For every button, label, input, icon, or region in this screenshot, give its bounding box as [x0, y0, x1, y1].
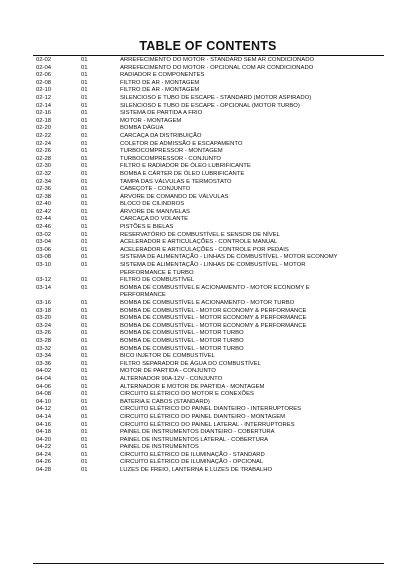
toc-volume: 01: [81, 375, 88, 382]
toc-code: 02-26: [36, 148, 52, 155]
toc-description: ÁRVORE DE COMANDO DE VÁLVULAS: [120, 193, 229, 200]
toc-row: [36, 262, 384, 277]
toc-volume: 01: [81, 125, 88, 132]
toc-description: TURBOCOMPRESSOR - MONTAGEM: [120, 148, 223, 155]
toc-description: BOMBA DE COMBUSTÍVEL - MOTOR ECONOMY & PERFORMANCE: [120, 307, 307, 314]
toc-description: BICO INJETOR DE COMBUSTÍVEL: [120, 353, 215, 360]
toc-code: 04-02: [36, 368, 52, 375]
toc-code: 02-20: [36, 125, 52, 132]
toc-code: 04-18: [36, 429, 52, 436]
toc-description: PAINEL DE INSTRUMENTOS LATERAL - COBERTURA: [120, 436, 269, 443]
toc-volume: 01: [81, 360, 88, 367]
toc-code: 03-24: [36, 322, 52, 329]
toc-code: 03-14: [36, 284, 52, 291]
toc-description: BOMBA E CÁRTER DE ÓLEO LUBRIFICANTE: [120, 170, 245, 177]
toc-volume: 01: [81, 459, 88, 466]
toc-code: 03-28: [36, 337, 52, 344]
toc-volume: 01: [81, 216, 88, 223]
toc-description: ARREFECIMENTO DO MOTOR - STANDARD SEM AR CONDICIONADO: [120, 57, 315, 63]
toc-volume: 01: [81, 208, 88, 215]
toc-description: FILTRO DE AR - MONTAGEM: [120, 79, 200, 86]
toc-code: 04-16: [36, 421, 52, 428]
toc-description: FILTRO DE AR - MONTAGEM: [120, 87, 200, 94]
bottom-rule: [33, 563, 384, 564]
toc-description: SISTEMA DE ALIMENTAÇÃO - LINHAS DE COMBUSTÍVEL - MOTOR ECONOMY: [120, 254, 338, 261]
toc-volume: 01: [81, 102, 88, 109]
toc-code: 03-02: [36, 231, 52, 238]
toc-volume: 01: [81, 57, 88, 63]
toc-volume: 01: [81, 246, 88, 253]
toc-volume: 01: [81, 345, 88, 352]
toc-code: 04-20: [36, 436, 52, 443]
toc-row: [36, 444, 384, 452]
toc-row: [36, 201, 384, 209]
toc-description: CIRCUITO ELÉTRICO DE ILUMINAÇÃO - OPCIONAL: [120, 459, 264, 466]
toc-volume: 01: [81, 110, 88, 117]
toc-code: 02-18: [36, 117, 52, 124]
toc-description: BOMBA DE COMBUSTÍVEL - MOTOR TURBO: [120, 345, 244, 352]
toc-code: 02-28: [36, 155, 52, 162]
toc-volume: 01: [81, 406, 88, 413]
toc-volume: 01: [81, 353, 88, 360]
toc-volume: 01: [81, 322, 88, 329]
toc-volume: 01: [81, 284, 88, 291]
toc-description: TAMPA DAS VÁLVULAS E TERMOSTATO: [120, 178, 232, 185]
toc-volume: 01: [81, 467, 88, 474]
toc-row: [36, 186, 384, 194]
toc-row: [36, 406, 384, 414]
toc-code: 02-42: [36, 208, 52, 215]
toc-row: [36, 277, 384, 285]
toc-description: SILENCIOSO E TUBO DE ESCAPE - OPCIONAL (MOTOR TURBO): [120, 102, 300, 109]
toc-code: 03-10: [36, 262, 52, 269]
toc-volume: 01: [81, 64, 88, 71]
toc-volume: 01: [81, 277, 88, 284]
toc-description: ALTERNADOR 90A-12V - CONJUNTO: [120, 375, 223, 382]
toc-row: [36, 125, 384, 133]
toc-code: 03-36: [36, 360, 52, 367]
toc-code: 02-08: [36, 79, 52, 86]
toc-description: ACELERADOR E ARTICULAÇÕES - CONTROLE MANUAL: [120, 239, 278, 246]
toc-description: BOMBA DE COMBUSTÍVEL E ACIONAMENTO - MOTOR TURBO: [120, 300, 295, 306]
toc-volume: 01: [81, 117, 88, 124]
toc-description: FILTRO SEPARADOR DE ÁGUA DO COMBUSTÍVEL: [120, 360, 261, 367]
toc-volume: 01: [81, 224, 88, 231]
toc-description: BATERIA E CABOS (STANDARD): [120, 398, 210, 405]
toc-volume: 01: [81, 436, 88, 443]
toc-volume: 01: [81, 330, 88, 337]
toc-row: [36, 171, 384, 179]
toc-row: [36, 459, 384, 467]
toc-code: 02-12: [36, 94, 52, 101]
toc-code: 02-22: [36, 132, 52, 139]
toc-code: 02-44: [36, 216, 52, 223]
toc-volume: 01: [81, 429, 88, 436]
toc-volume: 01: [81, 451, 88, 458]
toc-code: 02-06: [36, 72, 52, 79]
toc-row: [36, 384, 384, 392]
toc-row: [36, 422, 384, 430]
toc-volume: 01: [81, 193, 88, 200]
toc-code: 02-16: [36, 110, 52, 117]
toc-code: 02-02: [36, 57, 52, 63]
toc-description: BOMBA DE COMBUSTÍVEL - MOTOR ECONOMY & PERFORMANCE: [120, 322, 307, 329]
toc-description: PISTÕES E BIELAS: [120, 224, 174, 231]
toc-volume: 01: [81, 300, 88, 306]
toc-code: 03-34: [36, 353, 52, 360]
toc-code: 04-28: [36, 467, 52, 474]
toc-code: 02-32: [36, 170, 52, 177]
toc-description: LUZES DE FREIO, LANTERNA E LUZES DE TRABALHO: [120, 467, 273, 474]
toc-volume: 01: [81, 140, 88, 147]
toc-volume: 01: [81, 87, 88, 94]
toc-code: 03-08: [36, 254, 52, 261]
toc-row: [36, 437, 384, 445]
toc-description: BOMBA DE COMBUSTÍVEL - MOTOR ECONOMY & PERFORMANCE: [120, 315, 307, 322]
toc-row: [36, 133, 384, 141]
toc-volume: 01: [81, 398, 88, 405]
toc-row: [36, 330, 384, 338]
toc-code: 03-20: [36, 315, 52, 322]
toc-code: 03-26: [36, 330, 52, 337]
toc-description: CARCAÇA DO VOLANTE: [120, 216, 189, 223]
toc-code: 04-22: [36, 444, 52, 451]
toc-volume: 01: [81, 421, 88, 428]
toc-volume: 01: [81, 72, 88, 79]
toc-volume: 01: [81, 178, 88, 185]
toc-description: MOTOR - MONTAGEM: [120, 117, 182, 124]
top-rule: [33, 55, 384, 56]
toc-volume: 01: [81, 337, 88, 344]
toc-code: 04-08: [36, 391, 52, 398]
toc-row: [36, 194, 384, 202]
toc-volume: 01: [81, 94, 88, 101]
toc-code: 02-34: [36, 178, 52, 185]
toc-volume: 01: [81, 391, 88, 398]
toc-volume: 01: [81, 79, 88, 86]
toc-description: ARREFECIMENTO DO MOTOR - OPCIONAL COM AR CONDICIONADO: [120, 64, 314, 71]
toc-row: [36, 254, 384, 262]
toc-code: 03-12: [36, 277, 52, 284]
toc-row: [36, 391, 384, 399]
toc-row: [36, 95, 384, 103]
toc-volume: 01: [81, 262, 88, 269]
toc-description: BOMBA DÁGUA: [120, 125, 164, 132]
toc-row: [36, 368, 384, 376]
toc-description: MOTOR DE PARTIDA - CONJUNTO: [120, 368, 216, 375]
toc-row: [36, 315, 384, 323]
toc-description: CIRCUITO ELÉTRICO DO PAINEL LATERAL - INTERRUPTORES: [120, 421, 295, 428]
toc-volume: 01: [81, 307, 88, 314]
toc-row: [36, 163, 384, 171]
toc-description: ÁRVORE DE MANIVELAS: [120, 208, 190, 215]
toc-description: BOMBA DE COMBUSTÍVEL E ACIONAMENTO - MOTOR ECONOMY E PERFORMANCE: [120, 284, 310, 299]
toc-row: [36, 338, 384, 346]
toc-description: SISTEMA DE PARTIDA A FRIO: [120, 110, 203, 117]
toc-code: 02-36: [36, 186, 52, 193]
toc-code: 02-40: [36, 201, 52, 208]
toc-code: 04-04: [36, 375, 52, 382]
toc-row: [36, 141, 384, 149]
toc-row: [36, 72, 384, 80]
toc-volume: 01: [81, 163, 88, 170]
toc-row: [36, 414, 384, 422]
toc-volume: 01: [81, 201, 88, 208]
toc-code: 02-24: [36, 140, 52, 147]
toc-volume: 01: [81, 231, 88, 238]
toc-description: COLETOR DE ADMISSÃO E ESCAPAMENTO: [120, 140, 243, 147]
toc-code: 02-10: [36, 87, 52, 94]
toc-description: SISTEMA DE ALIMENTAÇÃO - LINHAS DE COMBUSTÍVEL - MOTOR PERFORMANCE E TURBO: [120, 262, 306, 276]
toc-code: 04-10: [36, 398, 52, 405]
toc-description: RADIADOR E COMPONENTES: [120, 72, 205, 79]
toc-code: 04-24: [36, 451, 52, 458]
toc-code: 03-18: [36, 307, 52, 314]
toc-volume: 01: [81, 239, 88, 246]
toc-description: ALTERNADOR E MOTOR DE PARTIDA - MONTAGEM: [120, 383, 265, 390]
toc-row: [36, 57, 384, 65]
toc-code: 04-14: [36, 413, 52, 420]
toc-code: 02-38: [36, 193, 52, 200]
toc-row: [36, 209, 384, 217]
toc-description: BOMBA DE COMBUSTÍVEL - MOTOR TURBO: [120, 330, 244, 337]
toc-description: CIRCUITO ELÉTRICO DO PAINEL DIANTEIRO - INTERRUPTORES: [120, 406, 302, 413]
toc-description: ACELERADOR E ARTICULAÇÕES - CONTROLE POR PEDAIS: [120, 246, 289, 253]
toc-row: [36, 300, 384, 308]
toc-description: FILTRO DE COMBUSTÍVEL: [120, 277, 195, 284]
toc-volume: 01: [81, 444, 88, 451]
toc-volume: 01: [81, 132, 88, 139]
toc-code: 04-06: [36, 383, 52, 390]
toc-row: [36, 353, 384, 361]
toc-volume: 01: [81, 368, 88, 375]
toc-description: SILENCIOSO E TUBO DE ESCAPE - STANDARD (MOTOR ASPIRADO): [120, 94, 312, 101]
toc-description: CABEÇOTE - CONJUNTO: [120, 186, 191, 193]
toc-row: [36, 361, 384, 369]
toc-code: 04-12: [36, 406, 52, 413]
toc-description: BLOCO DE CILINDROS: [120, 201, 185, 208]
toc-list: [36, 57, 384, 475]
toc-description: CARCAÇA DA DISTRIBUIÇÃO: [120, 132, 202, 139]
toc-row: [36, 239, 384, 247]
toc-volume: 01: [81, 155, 88, 162]
toc-description: PAINEL DE INSTRUMENTOS: [120, 444, 199, 451]
toc-volume: 01: [81, 170, 88, 177]
toc-description: PAINEL DE INSTRUMENTOS DIANTEIRO - COBERTURA: [120, 429, 275, 436]
toc-code: 03-04: [36, 239, 52, 246]
toc-code: 02-46: [36, 224, 52, 231]
toc-row: [36, 429, 384, 437]
toc-row: [36, 148, 384, 156]
toc-description: RESERVATÓRIO DE COMBUSTÍVEL E SENSOR DE NÍVEL: [120, 231, 280, 238]
toc-row: [36, 179, 384, 187]
toc-row: [36, 110, 384, 118]
toc-description: FILTRO E RADIADOR DE ÓLEO LUBRIFICANTE: [120, 163, 251, 170]
toc-row: [36, 118, 384, 126]
toc-volume: 01: [81, 413, 88, 420]
toc-code: 03-16: [36, 300, 52, 306]
toc-code: 02-14: [36, 102, 52, 109]
toc-volume: 01: [81, 254, 88, 261]
toc-volume: 01: [81, 383, 88, 390]
toc-code: 02-30: [36, 163, 52, 170]
toc-row: [36, 376, 384, 384]
toc-description: TURBOCOMPRESSOR - CONJUNTO: [120, 155, 222, 162]
page-title: TABLE OF CONTENTS: [139, 39, 277, 53]
toc-volume: 01: [81, 148, 88, 155]
toc-row: [36, 87, 384, 95]
toc-volume: 01: [81, 315, 88, 322]
toc-row: [36, 467, 384, 475]
toc-description: CIRCUITO ELÉTRICO DO PAINEL DIANTEIRO - MONTAGEM: [120, 413, 286, 420]
toc-code: 03-32: [36, 345, 52, 352]
toc-description: CIRCUITO ELÉTRICO DO MOTOR E CONEXÕES: [120, 391, 254, 398]
toc-code: 03-06: [36, 246, 52, 253]
toc-row: [36, 80, 384, 88]
toc-volume: 01: [81, 186, 88, 193]
toc-row: [36, 216, 384, 224]
toc-row: [36, 103, 384, 111]
toc-description: BOMBA DE COMBUSTÍVEL - MOTOR TURBO: [120, 337, 244, 344]
toc-row: [36, 285, 384, 300]
toc-description: CIRCUITO ELÉTRICO DE ILUMINAÇÃO - STANDARD: [120, 451, 265, 458]
toc-code: 04-26: [36, 459, 52, 466]
toc-row: [36, 65, 384, 73]
toc-row: [36, 224, 384, 232]
toc-code: 02-04: [36, 64, 52, 71]
